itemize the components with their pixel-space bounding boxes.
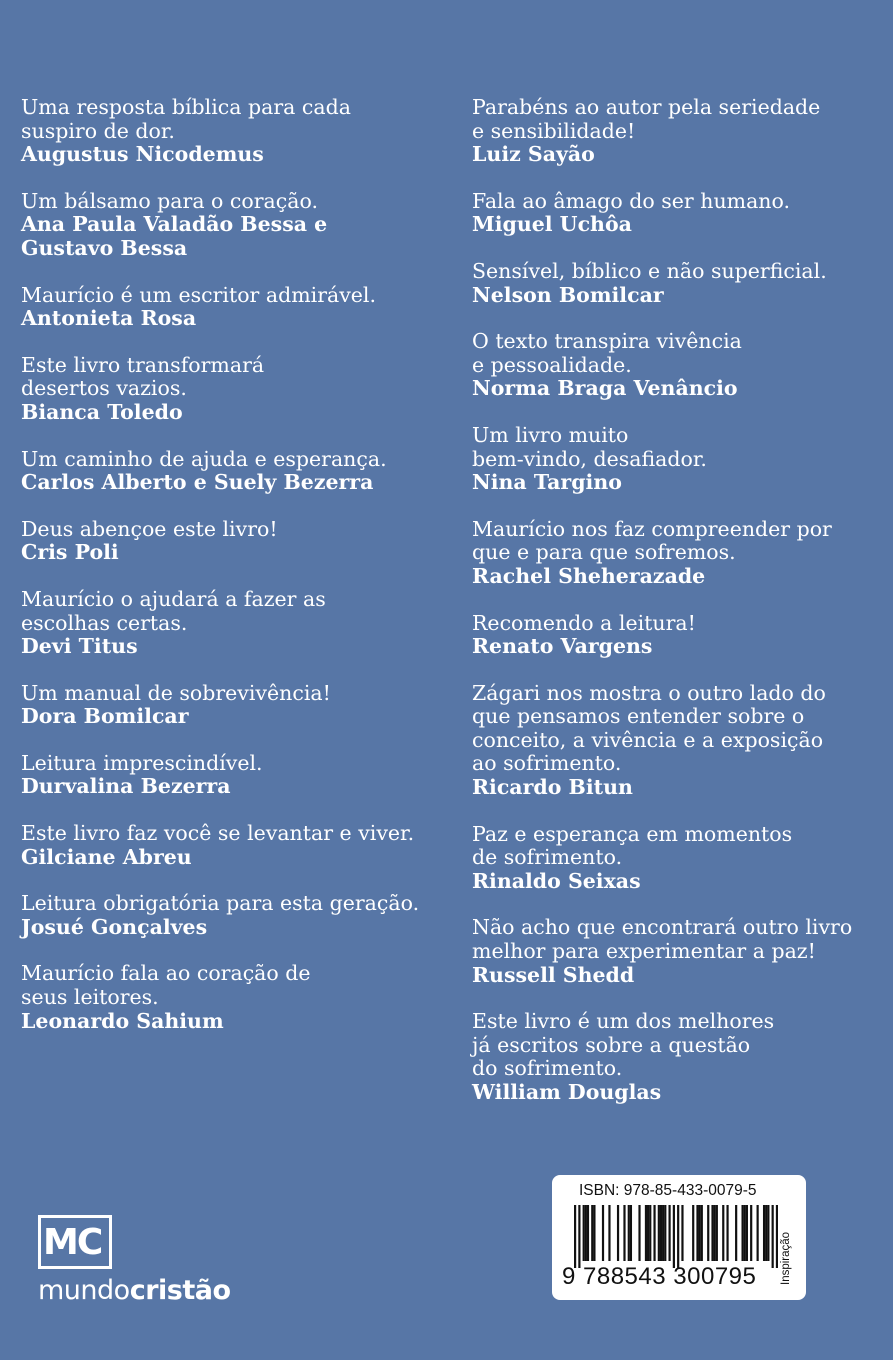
barcode-bar <box>623 1205 625 1261</box>
barcode-bar <box>593 1205 595 1261</box>
endorsement <box>21 752 441 799</box>
endorsement <box>472 330 892 401</box>
endorsement-quote-line: O texto transpira vivência <box>472 329 742 354</box>
publisher-name-bold: cristão <box>129 1275 231 1306</box>
endorsement-quote-line: Zágari nos mostra o outro lado do <box>472 680 826 705</box>
endorsement-author: Dora Bomilcar <box>21 704 189 729</box>
barcode-bar <box>647 1205 649 1261</box>
barcode-icon <box>562 1205 778 1268</box>
endorsement-quote-line: Maurício é um escritor admirável. <box>21 282 377 307</box>
endorsement-quote-line: Fala ao âmago do ser humano. <box>472 188 791 213</box>
endorsement <box>21 892 441 939</box>
endorsement-author: Augustus Nicodemus <box>21 142 264 167</box>
endorsement-quote-line: já escritos sobre a questão <box>472 1032 751 1057</box>
endorsement-quote-line: seus leitores. <box>21 985 159 1010</box>
barcode-bar <box>587 1205 589 1261</box>
endorsement <box>472 682 892 800</box>
endorsement-author: Cris Poli <box>21 540 119 565</box>
barcode-bar <box>602 1205 604 1261</box>
barcode-bar <box>763 1205 765 1261</box>
barcode-bar <box>662 1205 664 1261</box>
barcode-bar <box>701 1205 703 1261</box>
barcode-bar <box>645 1205 647 1261</box>
endorsement <box>472 260 892 307</box>
endorsement-author: Rachel Sheherazade <box>472 563 706 588</box>
endorsement-quote-line: Um caminho de ajuda e esperança. <box>21 446 387 471</box>
endorsement <box>472 916 892 987</box>
barcode-bar <box>583 1205 585 1261</box>
endorsement-author: William Douglas <box>472 1080 662 1104</box>
barcode-bar <box>750 1205 752 1261</box>
isbn-barcode-panel <box>552 1175 806 1300</box>
barcode-bar <box>765 1205 767 1261</box>
barcode-bar <box>668 1205 670 1261</box>
barcode-bar <box>664 1205 666 1261</box>
endorsement <box>472 612 892 659</box>
category-label: Inspiração <box>780 1231 792 1285</box>
barcode-bar <box>658 1205 660 1261</box>
endorsement-quote-line: Maurício o ajudará a fazer as <box>21 586 326 611</box>
barcode-bar <box>772 1205 774 1268</box>
endorsement-quote-line: Leitura imprescindível. <box>21 750 263 775</box>
endorsement-quote-line: que e para que sofremos. <box>472 540 736 565</box>
endorsement <box>21 588 441 659</box>
endorsement-author: Leonardo Sahium <box>21 1008 224 1033</box>
endorsement-quote-line: e sensibilidade! <box>472 118 636 143</box>
endorsement-quote-line: Maurício fala ao coração de <box>21 961 311 986</box>
endorsement-quote-line: de sofrimento. <box>472 845 623 870</box>
barcode-bar <box>722 1205 724 1261</box>
barcode-bar <box>735 1205 737 1261</box>
endorsement-author: Nelson Bomilcar <box>472 282 664 307</box>
endorsement-author: Ana Paula Valadão Bessa e <box>21 212 328 237</box>
barcode-bar <box>776 1205 778 1268</box>
endorsement-author: Rinaldo Seixas <box>472 868 641 893</box>
barcode-bar <box>699 1205 701 1261</box>
endorsement-quote-line: Sensível, bíblico e não superficial. <box>472 258 827 283</box>
endorsement-quote-line: escolhas certas. <box>21 610 188 635</box>
endorsement <box>21 518 441 565</box>
endorsement-quote-line: Deus abençoe este livro! <box>21 516 278 541</box>
endorsement <box>21 448 441 495</box>
barcode-bar <box>585 1205 587 1261</box>
endorsement-author: Gustavo Bessa <box>21 235 188 260</box>
endorsement-author: Devi Titus <box>21 634 138 659</box>
endorsement-quote-line: que pensamos entender sobre o <box>472 704 805 729</box>
endorsement-author: Nina Targino <box>472 470 622 495</box>
endorsement-quote-line: Maurício nos faz compreender por <box>472 516 832 541</box>
endorsement <box>21 822 441 869</box>
endorsement-quote-line: do sofrimento. <box>472 1056 623 1081</box>
endorsement-quote-line: suspiro de dor. <box>21 118 175 143</box>
endorsement <box>472 424 892 495</box>
barcode-bar <box>681 1205 683 1261</box>
endorsement-quote-line: melhor para experimentar a paz! <box>472 939 816 964</box>
barcode-bar <box>677 1205 679 1268</box>
barcode-bar <box>711 1205 713 1261</box>
endorsement-author: Miguel Uchôa <box>472 212 632 237</box>
barcode-bar <box>757 1205 759 1261</box>
barcode-bar <box>628 1205 630 1261</box>
barcode-bar <box>707 1205 709 1261</box>
barcode-bar <box>696 1205 698 1261</box>
barcode-bar <box>617 1205 619 1261</box>
endorsement <box>21 190 441 261</box>
endorsement-quote-line: ao sofrimento. <box>472 751 622 776</box>
endorsement-quote-line: Este livro faz você se levantar e viver. <box>21 821 415 846</box>
endorsement <box>472 823 892 894</box>
endorsement <box>21 354 441 425</box>
barcode-bar <box>716 1205 718 1261</box>
endorsement-quote-line: desertos vazios. <box>21 376 187 401</box>
endorsement-author: Russell Shedd <box>472 962 635 987</box>
endorsement-author: Luiz Sayão <box>472 142 595 167</box>
endorsement-author: Renato Vargens <box>472 634 653 659</box>
barcode-bar <box>673 1205 675 1268</box>
endorsement <box>472 1010 892 1104</box>
barcode-bar <box>574 1205 576 1268</box>
endorsement <box>21 96 441 167</box>
publisher-name <box>38 1275 231 1306</box>
barcode-bar <box>746 1205 748 1261</box>
endorsement-author: Antonieta Rosa <box>21 306 197 331</box>
endorsement-quote-line: e pessoalidade. <box>472 352 632 377</box>
endorsement-quote-line: conceito, a vivência e a exposição <box>472 727 824 752</box>
mc-logo-icon <box>38 1215 112 1269</box>
endorsement <box>21 962 441 1033</box>
endorsement-author: Carlos Alberto e Suely Bezerra <box>21 470 374 495</box>
barcode-bar <box>578 1205 580 1268</box>
endorsement-author: Durvalina Bezerra <box>21 774 231 799</box>
endorsement-author: Norma Braga Venâncio <box>472 376 738 401</box>
barcode-bar <box>741 1205 743 1261</box>
endorsement-author: Gilciane Abreu <box>21 844 192 869</box>
barcode-bar <box>638 1205 640 1261</box>
barcode-bar <box>630 1205 632 1261</box>
endorsement-quote-line: Leitura obrigatória para esta geração. <box>21 891 420 916</box>
endorsement-quote-line: Não acho que encontrará outro livro <box>472 915 853 940</box>
endorsements-left-column <box>21 96 441 1056</box>
endorsement-author: Ricardo Bitun <box>472 775 633 800</box>
endorsement-quote-line: Paz e esperança em momentos <box>472 821 793 846</box>
barcode-bar <box>591 1205 593 1261</box>
endorsement-quote-line: Recomendo a leitura! <box>472 610 696 635</box>
endorsement <box>21 682 441 729</box>
barcode-bar <box>692 1205 694 1261</box>
endorsement-quote-line: bem-vindo, desafiador. <box>472 446 707 471</box>
endorsement-author: Josué Gonçalves <box>21 914 208 939</box>
barcode-digits: 9 788543 300795 <box>562 1263 757 1290</box>
barcode-bar <box>608 1205 610 1261</box>
publisher-logo <box>38 1215 231 1306</box>
endorsement <box>472 518 892 589</box>
endorsements-right-column <box>472 96 892 1128</box>
endorsement-quote-line: Uma resposta bíblica para cada <box>21 95 351 119</box>
endorsement <box>472 96 892 167</box>
endorsement <box>21 284 441 331</box>
barcode-bar <box>714 1205 716 1261</box>
endorsement-quote-line: Parabéns ao autor pela seriedade <box>472 95 821 119</box>
isbn-label: ISBN: 978-85-433-0079-5 <box>579 1182 757 1199</box>
endorsement-quote-line: Um livro muito <box>472 422 629 447</box>
barcode-bar <box>649 1205 651 1261</box>
barcode-bar <box>726 1205 728 1261</box>
publisher-name-regular: mundo <box>38 1275 130 1306</box>
endorsement-quote-line: Este livro é um dos melhores <box>472 1009 775 1034</box>
barcode-bar <box>767 1205 769 1261</box>
barcode-bar <box>653 1205 655 1261</box>
logo-mark: MC <box>43 1222 102 1263</box>
endorsement-quote-line: Um bálsamo para o coração. <box>21 188 318 213</box>
barcode-bar <box>660 1205 662 1261</box>
barcode-bar <box>744 1205 746 1261</box>
endorsement-quote-line: Um manual de sobrevivência! <box>21 680 331 705</box>
endorsement <box>472 190 892 237</box>
endorsement-author: Bianca Toledo <box>21 399 183 424</box>
endorsement-quote-line: Este livro transformará <box>21 352 265 377</box>
